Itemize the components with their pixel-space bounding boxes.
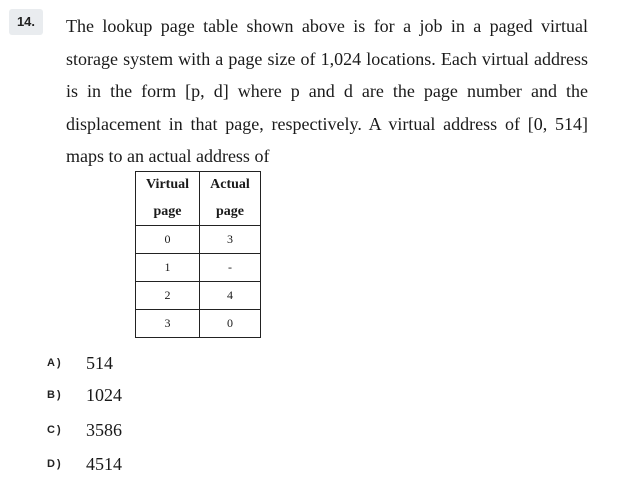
option-letter: A) xyxy=(47,357,63,369)
option-text: 1024 xyxy=(86,385,122,405)
table-row xyxy=(136,254,261,282)
header-actual-page: page xyxy=(200,198,261,226)
actual-page-cell: 0 xyxy=(200,310,261,338)
table-row xyxy=(136,310,261,338)
question-text: The lookup page table shown above is for a job in a paged virtual storage system with a page size of 1,024 locations. Each virtual address is in the form [p, d] where p and d are the page number and the displacement in that page, respectively. A virtual address of [0, 514] maps to an actual address of xyxy=(66,16,588,166)
actual-page-cell: 4 xyxy=(200,282,261,310)
option-text: 514 xyxy=(86,353,113,373)
actual-page-cell: - xyxy=(200,254,261,282)
page-table xyxy=(135,171,261,338)
header-actual: Actual xyxy=(200,172,261,199)
virtual-page-cell: 3 xyxy=(136,310,200,338)
virtual-page-cell: 0 xyxy=(136,226,200,254)
header-virtual-page: page xyxy=(136,198,200,226)
option-text: 4514 xyxy=(86,454,122,474)
option-letter: D) xyxy=(47,458,63,470)
option-letter: B) xyxy=(47,389,63,401)
question-number: 14. xyxy=(9,9,43,35)
virtual-page-cell: 1 xyxy=(136,254,200,282)
table-header-row xyxy=(136,198,261,226)
table-row xyxy=(136,282,261,310)
table-row xyxy=(136,226,261,254)
virtual-page-cell: 2 xyxy=(136,282,200,310)
option-text: 3586 xyxy=(86,420,122,440)
table-header-row xyxy=(136,172,261,199)
option-letter: C) xyxy=(47,424,63,436)
header-virtual: Virtual xyxy=(136,172,200,199)
actual-page-cell: 3 xyxy=(200,226,261,254)
